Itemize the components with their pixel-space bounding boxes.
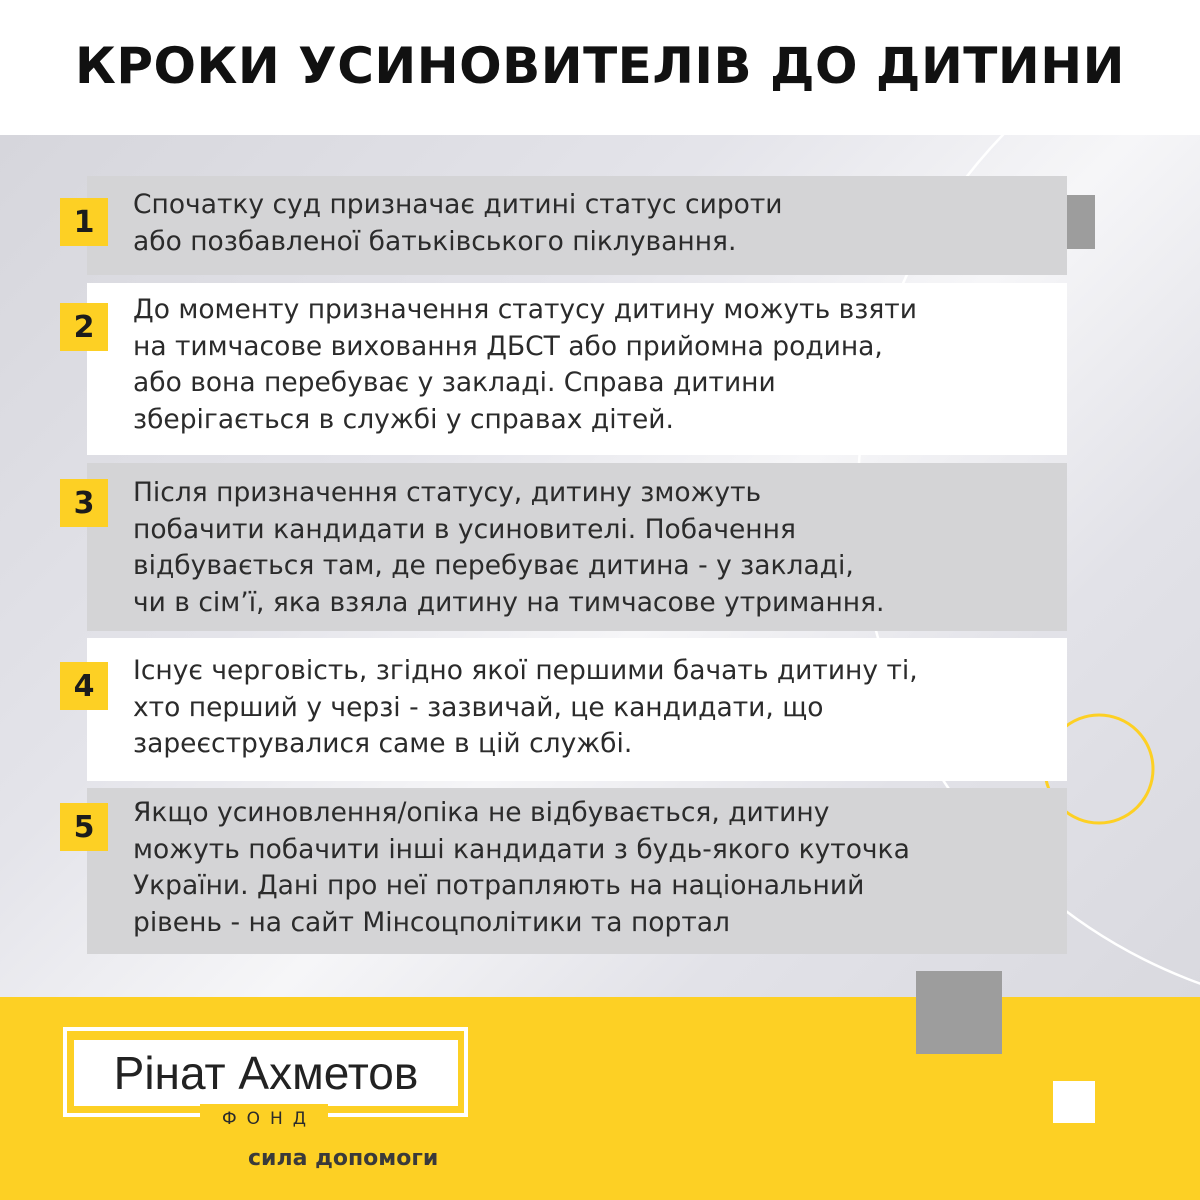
step-text: Якщо усиновлення/опіка не відбувається, дитину можуть побачити інші кандидати з будь-якого куточка України. Дані про неї потрапляють на національний рівень - на сайт Мінсоцполітики та портал <box>133 797 910 938</box>
step-number: 3 <box>60 479 108 527</box>
logo-name: Рінат Ахметов <box>113 1047 419 1099</box>
step-number: 1 <box>60 198 108 246</box>
step-number: 2 <box>60 303 108 351</box>
step-text: Спочатку суд призначає дитині статус сироти або позбавленої батьківського піклування. <box>133 189 783 257</box>
step-text: Існує черговість, згідно якої першими бачать дитину ті, хто перший у черзі - зазвичай, це кандидати, що зареєструвалися саме в цій службі. <box>133 655 918 759</box>
step-text: До моменту призначення статусу дитину можуть взяти на тимчасове виховання ДБСТ або прийомна родина, або вона перебуває у закладі. Справа дитини зберігається в службі у справах дітей. <box>133 294 917 435</box>
step-number: 4 <box>60 662 108 710</box>
header <box>0 0 1200 135</box>
slogan: сила допомоги <box>248 1146 439 1171</box>
step-number: 5 <box>60 803 108 851</box>
logo <box>74 1040 458 1106</box>
page-title: КРОКИ УСИНОВИТЕЛІВ ДО ДИТИНИ <box>75 36 1125 95</box>
logo-fond: ФОНД <box>200 1104 328 1134</box>
step-text: Після призначення статусу, дитину зможуть побачити кандидати в усиновителі. Побачення відбувається там, де перебуває дитина - у закладі, чи в сім’ї, яка взяла дитину на тимчасове утримання. <box>133 477 885 618</box>
